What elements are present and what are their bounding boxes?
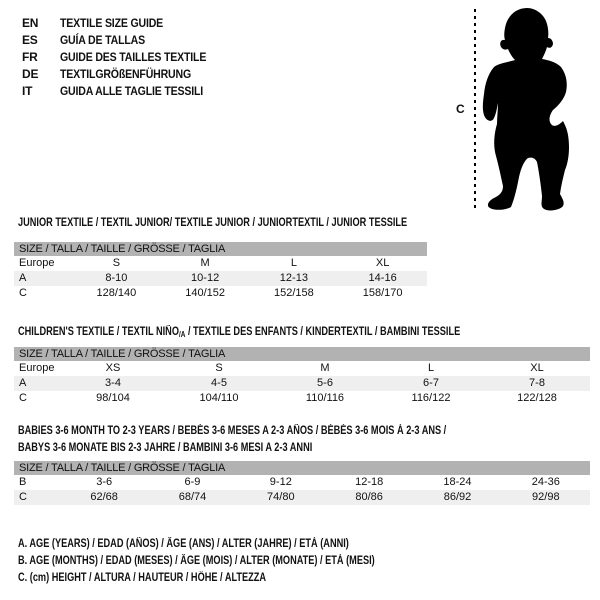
lang-title: GUIDE DES TAILLES TEXTILE [60,50,207,64]
section-title-line1: BABIES 3-6 MONTH TO 2-3 YEARS / BEBÉS 3-6 MESES A 2-3 AÑOS / BÉBÉS 3-6 MOIS À 2-3 ANS / [18,425,447,437]
row-label: A [14,271,72,286]
lang-row-en [22,15,226,32]
table-row [14,391,590,406]
cell: 18-24 [443,476,472,488]
language-list [22,15,226,100]
cell: L [427,362,435,374]
lang-title: GUIDA ALLE TAGLIE TESSILI [60,84,204,98]
row-label: Europe [19,257,55,269]
row-label: B [19,476,27,488]
lang-title: TEXTILE SIZE GUIDE [60,16,164,30]
section-title-children [18,324,571,343]
cell: 158/170 [362,287,403,299]
row-label: Europe [19,362,55,374]
cell: 122/128 [517,392,557,404]
cell: 98/104 [96,392,130,404]
cell: 24-36 [531,476,560,488]
row-label: C [14,490,60,505]
lang-row-es [22,32,226,49]
footnotes [18,536,464,587]
lang-row-de [22,66,226,83]
lang-row-it [22,83,226,100]
table-row [14,475,590,490]
cell: XS [105,362,121,374]
cell: 7-8 [484,376,590,391]
footnote-b: B. AGE (MONTHS) / EDAD (MESES) / ÂGE (MOIS) / ALTER (MONATE) / ETÀ (MESI) [18,555,375,567]
cell: 10-12 [161,271,250,286]
title-prefix: CHILDREN'S TEXTILE / TEXTIL NIÑO [18,326,179,338]
size-table-children [14,347,590,406]
size-table-babies [14,461,590,505]
cell: 12-13 [250,271,339,286]
cell: 68/74 [148,490,236,505]
cell: S [215,362,223,374]
cell: 62/68 [60,490,148,505]
cell: XL [530,362,544,374]
cell: 140/152 [185,287,225,299]
section-title-line2: BABYS 3-6 MONATE BIS 2-3 JAHRE / BAMBINI 3-6 MESI A 2-3 ANNI [18,442,313,454]
footnote-a: A. AGE (YEARS) / EDAD (AÑOS) / ÂGE (ANS) / ALTER (JAHRE) / ETÀ (ANNI) [18,538,349,550]
size-header-band: SIZE / TALLA / TAILLE / GRÖSSE / TAGLIA [14,461,590,475]
cell: 116/122 [411,392,451,404]
cell: 5-6 [272,376,378,391]
cell: 6-9 [184,476,201,488]
cell: 3-6 [96,476,113,488]
section-title-text: JUNIOR TEXTILE / TEXTIL JUNIOR/ TEXTILE JUNIOR / JUNIORTEXTIL / JUNIOR TESSILE [18,217,408,229]
lang-code: IT [22,84,33,98]
lang-row-fr [22,49,226,66]
table-row [14,271,427,286]
cell: 86/92 [413,490,501,505]
cell: 4-5 [166,376,272,391]
title-subscript: /A [178,330,186,339]
row-label: C [19,392,27,404]
size-header-band: SIZE / TALLA / TAILLE / GRÖSSE / TAGLIA [14,242,427,256]
cell: 74/80 [237,490,325,505]
cell: 104/110 [199,392,239,404]
lang-code: DE [22,67,39,81]
cell: 110/116 [305,392,345,404]
cell: 80/86 [325,490,413,505]
lang-code: EN [22,16,39,30]
cell: XL [375,257,390,269]
toddler-silhouette-icon [482,4,594,216]
size-table-junior [14,242,427,301]
height-measure-line [474,9,476,208]
cell: 92/98 [502,490,590,505]
size-header-row [14,242,427,256]
table-row [14,361,590,376]
section-title-text [18,324,460,343]
title-suffix: / TEXTILE DES ENFANTS / KINDERTEXTIL / BAMBINI TESSILE [185,326,461,338]
size-header-row [14,347,590,361]
footnote-c: C. (cm) HEIGHT / ALTURA / HAUTEUR / HÖHE / ALTEZZA [18,572,267,584]
table-row [14,376,590,391]
size-header-band: SIZE / TALLA / TAILLE / GRÖSSE / TAGLIA [14,347,590,361]
table-row [14,490,590,505]
cell: 12-18 [355,476,384,488]
row-label: C [19,287,27,299]
cell: 152/158 [273,287,314,299]
cell: 8-10 [72,271,161,286]
cell: M [320,362,330,374]
lang-title: GUÍA DE TALLAS [60,33,145,47]
size-header-row [14,461,590,475]
cell: 128/140 [96,287,137,299]
lang-code: ES [22,33,38,47]
cell: 3-4 [60,376,166,391]
cell: S [112,257,121,269]
height-measure-label: C [456,102,465,116]
table-row [14,286,427,301]
lang-code: FR [22,50,38,64]
cell: M [200,257,210,269]
row-label: A [14,376,60,391]
cell: 14-16 [338,271,427,286]
cell: L [290,257,297,269]
lang-title: TEXTILGRÖßENFÜHRUNG [60,67,192,81]
cell: 6-7 [378,376,484,391]
section-title-babies [18,423,553,457]
table-row [14,256,427,271]
cell: 9-12 [269,476,292,488]
section-title-junior [18,215,504,232]
